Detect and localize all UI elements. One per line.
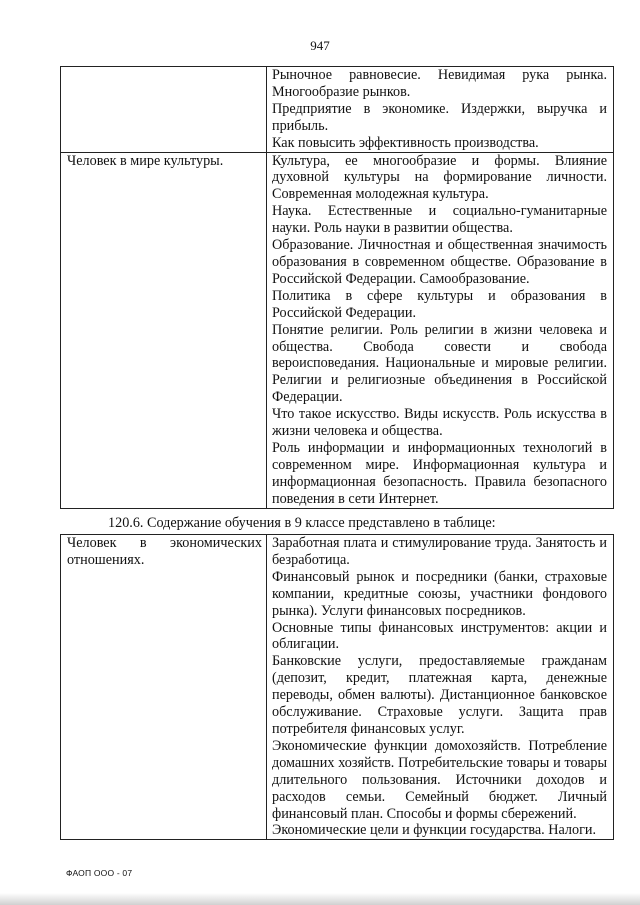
document-code: ФАОП ООО - 07	[66, 868, 133, 878]
content-cell	[267, 67, 614, 153]
curriculum-table-9th-grade	[60, 534, 614, 840]
topic-cell: Человек в мире культуры.	[61, 152, 267, 508]
content-paragraph: Банковские услуги, предоставляемые гражданам (депозит, кредит, платежная карта, денежные переводы, обмен валюты). Дистанционное банковское обслуживание. Страховые услуги. Защита прав потребителя финансовых услуг.	[272, 653, 607, 737]
scan-edge	[0, 893, 640, 905]
page-number: 947	[310, 38, 330, 53]
content-paragraph: Рыночное равновесие. Невидимая рука рынка. Многообразие рынков.	[272, 67, 607, 100]
content-paragraph: Предприятие в экономике. Издержки, выручка и прибыль.	[272, 100, 607, 134]
content-cell	[267, 535, 614, 840]
content-paragraph: Заработная плата и стимулирование труда. Занятость и безработица.	[272, 535, 607, 568]
content-paragraph: Наука. Естественные и социально-гуманитарные науки. Роль науки в развитии общества.	[272, 203, 607, 237]
content-paragraph: Понятие религии. Роль религии в жизни человека и общества. Свобода совести и свобода вероисповедания. Национальные и мировые религии. Религии и религиозные объединения в Российской Федерации.	[272, 321, 607, 406]
content-paragraph: Роль информации и информационных технологий в современном мире. Информационная культура и информационная безопасность. Правила безопасного поведения в сети Интернет.	[272, 439, 607, 507]
content-paragraph: Основные типы финансовых инструментов: акции и облигации.	[272, 619, 607, 653]
table-row	[61, 535, 614, 840]
content-cell	[267, 152, 614, 508]
topic-cell	[61, 67, 267, 153]
content-paragraph: Финансовый рынок и посредники (банки, страховые компании, кредитные союзы, участники фондового рынка). Услуги финансовых посредников.	[272, 568, 607, 619]
content-paragraph: Что такое искусство. Виды искусств. Роль искусства в жизни человека и общества.	[272, 406, 607, 440]
section-intro-text: 120.6. Содержание обучения в 9 классе представлено в таблице:	[108, 515, 496, 531]
content-paragraph: Образование. Личностная и общественная значимость образования в современном обществе. Образование в Российской Федерации. Самообразование.	[272, 237, 607, 287]
topic-label: Человек в экономических отношениях.	[67, 535, 262, 568]
curriculum-table-8th-grade-continued	[60, 66, 614, 509]
table-row	[61, 67, 614, 153]
content-paragraph: Экономические цели и функции государства. Налоги.	[272, 822, 597, 839]
content-paragraph: Экономические функции домохозяйств. Потребление домашних хозяйств. Потребительские товары и товары длительного пользования. Источники доходов и расходов семьи. Семейный бюджет. Личный финансовый план. Способы и формы сбережений.	[272, 737, 607, 822]
content-paragraph: Как повысить эффективность производства.	[272, 134, 539, 151]
content-paragraph: Политика в сфере культуры и образования в Российской Федерации.	[272, 287, 607, 321]
content-paragraph: Культура, ее многообразие и формы. Влияние духовной культуры на формирование личности. Современная молодежная культура.	[272, 152, 607, 203]
table-row	[61, 152, 614, 508]
topic-cell	[61, 535, 267, 840]
